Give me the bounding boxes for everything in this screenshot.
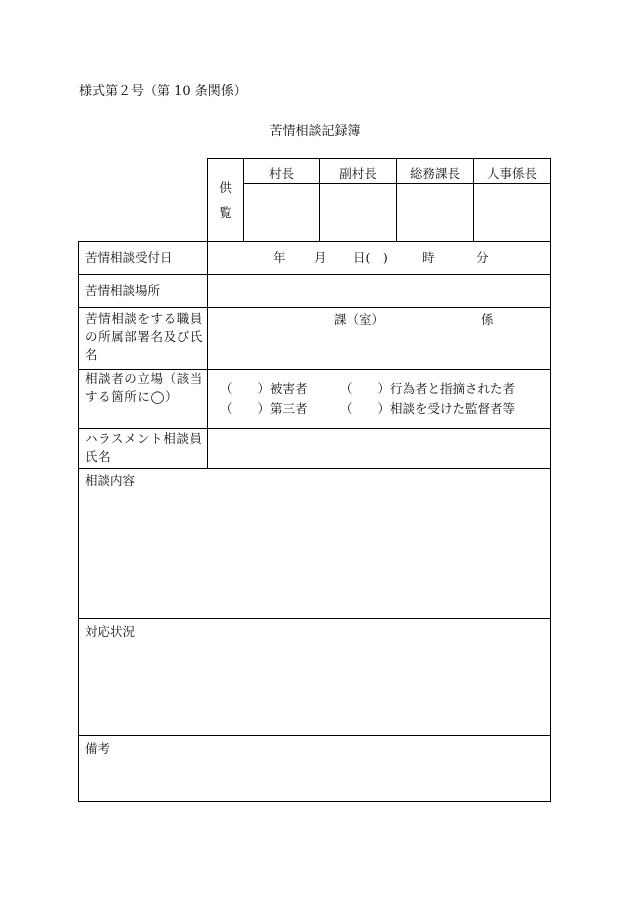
- table-line-bottom: [78, 801, 551, 802]
- circulation-label: [208, 175, 243, 225]
- place-label: 苦情相談場所: [85, 283, 161, 298]
- date-month: 月: [314, 250, 327, 265]
- table-label-divider: [207, 241, 208, 469]
- circulation-top-border: [207, 158, 551, 159]
- remarks-label: 備考: [85, 741, 111, 756]
- table-line-5: [78, 428, 551, 429]
- response-label: 対応状況: [85, 624, 136, 639]
- date-label: 苦情相談受付日: [85, 250, 173, 265]
- table-line-7: [78, 618, 551, 619]
- circulation-header-divider: [243, 183, 551, 184]
- staff-subsection: 係: [481, 312, 494, 327]
- circulation-right-border: [550, 158, 551, 241]
- option-supervisor: （ ）相談を受けた監督者等: [340, 401, 516, 416]
- date-minute: 分: [476, 250, 489, 265]
- table-line-2: [78, 274, 551, 275]
- content-label: 相談内容: [85, 473, 136, 488]
- option-victim: （ ）被害者: [220, 381, 308, 396]
- date-hour: 時: [422, 250, 435, 265]
- table-line-1: [78, 241, 551, 242]
- position-label: 相談者の立場（該当する箇所に◯）: [85, 371, 203, 404]
- role-deputy-mayor: 副村長: [339, 166, 377, 181]
- counselor-label: ハラスメント相談員氏名: [85, 431, 203, 464]
- role-general-affairs-chief: 総務課長: [409, 166, 460, 181]
- option-third-party: （ ）第三者: [220, 401, 308, 416]
- option-accused: （ ）行為者と指摘された者: [340, 381, 516, 396]
- table-left-border: [78, 241, 79, 802]
- staff-dept-label: 苦情相談をする職員の所属部署名及び氏名: [85, 311, 203, 362]
- circulation-label-char-2: 覧: [219, 205, 232, 220]
- table-right-border: [550, 241, 551, 802]
- table-line-8: [78, 735, 551, 736]
- circulation-label-char-1: 供: [219, 180, 232, 195]
- date-year: 年: [273, 250, 286, 265]
- document-title: 苦情相談記録簿: [269, 124, 361, 139]
- form-number: 様式第２号（第 10 条関係）: [79, 84, 247, 99]
- date-day: 日( ): [353, 250, 388, 265]
- table-line-6: [78, 468, 551, 469]
- staff-section: 課（室）: [334, 312, 385, 327]
- role-mayor: 村長: [268, 166, 294, 181]
- table-line-3: [78, 307, 551, 308]
- role-personnel-chief: 人事係長: [486, 166, 537, 181]
